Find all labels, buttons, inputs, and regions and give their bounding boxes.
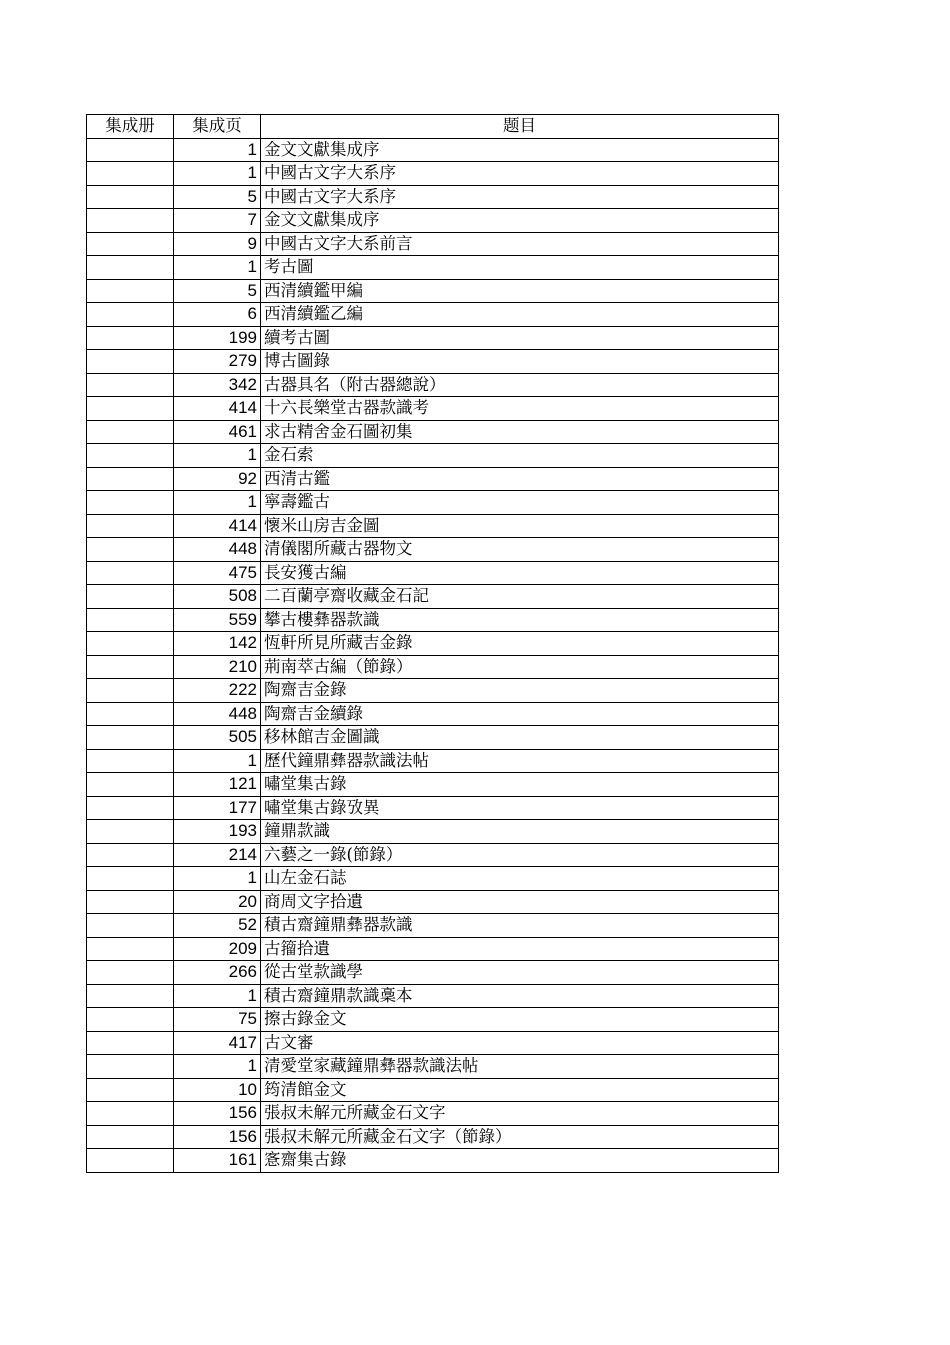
table-row xyxy=(87,773,779,797)
cell-title: 積古齋鐘鼎彝器款識 xyxy=(261,914,779,938)
cell-volume xyxy=(87,890,174,914)
cell-title: 金文文獻集成序 xyxy=(261,138,779,162)
cell-page: 161 xyxy=(174,1149,261,1173)
cell-title: 中國古文字大系序 xyxy=(261,185,779,209)
cell-page: 559 xyxy=(174,608,261,632)
cell-page: 1 xyxy=(174,256,261,280)
cell-volume xyxy=(87,773,174,797)
cell-volume xyxy=(87,1102,174,1126)
table-row xyxy=(87,350,779,374)
cell-page: 193 xyxy=(174,820,261,844)
cell-title: 張叔未解元所藏金石文字（節錄） xyxy=(261,1125,779,1149)
table-row xyxy=(87,373,779,397)
cell-page: 9 xyxy=(174,232,261,256)
table-row xyxy=(87,961,779,985)
table-row xyxy=(87,914,779,938)
cell-title: 擦古錄金文 xyxy=(261,1008,779,1032)
cell-volume xyxy=(87,608,174,632)
cell-title: 張叔未解元所藏金石文字 xyxy=(261,1102,779,1126)
cell-page: 209 xyxy=(174,937,261,961)
cell-page: 6 xyxy=(174,303,261,327)
table-row xyxy=(87,796,779,820)
cell-page: 1 xyxy=(174,491,261,515)
cell-title: 古器具名（附古器總說） xyxy=(261,373,779,397)
cell-title: 金文文獻集成序 xyxy=(261,209,779,233)
cell-title: 恆軒所見所藏吉金錄 xyxy=(261,632,779,656)
table-row xyxy=(87,1008,779,1032)
cell-page: 1 xyxy=(174,138,261,162)
table-row xyxy=(87,303,779,327)
cell-title: 懷米山房吉金圖 xyxy=(261,514,779,538)
cell-title: 清儀閣所藏古器物文 xyxy=(261,538,779,562)
cell-volume xyxy=(87,185,174,209)
table-row xyxy=(87,138,779,162)
table-row xyxy=(87,890,779,914)
cell-page: 177 xyxy=(174,796,261,820)
cell-volume xyxy=(87,585,174,609)
table-row xyxy=(87,209,779,233)
cell-volume xyxy=(87,726,174,750)
cell-page: 156 xyxy=(174,1102,261,1126)
cell-page: 7 xyxy=(174,209,261,233)
table-row xyxy=(87,1055,779,1079)
cell-volume xyxy=(87,209,174,233)
cell-title: 移林館吉金圖識 xyxy=(261,726,779,750)
cell-page: 448 xyxy=(174,702,261,726)
cell-volume xyxy=(87,867,174,891)
cell-title: 筠清館金文 xyxy=(261,1078,779,1102)
cell-page: 20 xyxy=(174,890,261,914)
cell-volume xyxy=(87,279,174,303)
cell-volume xyxy=(87,232,174,256)
cell-title: 中國古文字大系前言 xyxy=(261,232,779,256)
cell-volume xyxy=(87,373,174,397)
cell-title: 嘯堂集古錄攷異 xyxy=(261,796,779,820)
cell-volume xyxy=(87,491,174,515)
cell-title: 愙齋集古錄 xyxy=(261,1149,779,1173)
cell-title: 古文審 xyxy=(261,1031,779,1055)
cell-page: 279 xyxy=(174,350,261,374)
cell-page: 222 xyxy=(174,679,261,703)
cell-page: 199 xyxy=(174,326,261,350)
cell-page: 414 xyxy=(174,514,261,538)
cell-title: 西清續鑑甲編 xyxy=(261,279,779,303)
cell-title: 陶齋吉金續錄 xyxy=(261,702,779,726)
cell-volume xyxy=(87,397,174,421)
table-row xyxy=(87,444,779,468)
cell-volume xyxy=(87,961,174,985)
table-row xyxy=(87,561,779,585)
table-row xyxy=(87,326,779,350)
table-row xyxy=(87,1031,779,1055)
cell-title: 西清續鑑乙編 xyxy=(261,303,779,327)
cell-title: 荊南萃古編（節錄） xyxy=(261,655,779,679)
cell-page: 1 xyxy=(174,162,261,186)
cell-volume xyxy=(87,1078,174,1102)
cell-page: 5 xyxy=(174,185,261,209)
cell-title: 山左金石誌 xyxy=(261,867,779,891)
cell-volume xyxy=(87,796,174,820)
cell-title: 續考古圖 xyxy=(261,326,779,350)
cell-volume xyxy=(87,514,174,538)
cell-title: 陶齋吉金錄 xyxy=(261,679,779,703)
cell-page: 505 xyxy=(174,726,261,750)
header-row xyxy=(87,115,779,139)
cell-title: 求古精舍金石圖初集 xyxy=(261,420,779,444)
cell-title: 古籀拾遺 xyxy=(261,937,779,961)
table-row xyxy=(87,749,779,773)
cell-title: 寧壽鑑古 xyxy=(261,491,779,515)
cell-volume xyxy=(87,256,174,280)
table-row xyxy=(87,185,779,209)
table-row xyxy=(87,608,779,632)
cell-volume xyxy=(87,702,174,726)
cell-page: 121 xyxy=(174,773,261,797)
cell-title: 中國古文字大系序 xyxy=(261,162,779,186)
cell-title: 六藝之一錄(節錄） xyxy=(261,843,779,867)
cell-volume xyxy=(87,350,174,374)
cell-page: 508 xyxy=(174,585,261,609)
table-row xyxy=(87,655,779,679)
cell-volume xyxy=(87,444,174,468)
cell-title: 清愛堂家藏鐘鼎彝器款識法帖 xyxy=(261,1055,779,1079)
cell-title: 嘯堂集古錄 xyxy=(261,773,779,797)
cell-title: 長安獲古編 xyxy=(261,561,779,585)
cell-volume xyxy=(87,820,174,844)
cell-title: 考古圖 xyxy=(261,256,779,280)
cell-volume xyxy=(87,1008,174,1032)
cell-page: 156 xyxy=(174,1125,261,1149)
cell-title: 攀古樓彝器款識 xyxy=(261,608,779,632)
cell-volume xyxy=(87,420,174,444)
table-row xyxy=(87,538,779,562)
cell-volume xyxy=(87,1149,174,1173)
header-volume: 集成册 xyxy=(87,115,174,139)
table-row xyxy=(87,514,779,538)
cell-page: 5 xyxy=(174,279,261,303)
cell-page: 1 xyxy=(174,1055,261,1079)
cell-volume xyxy=(87,937,174,961)
cell-volume xyxy=(87,538,174,562)
cell-page: 417 xyxy=(174,1031,261,1055)
cell-page: 1 xyxy=(174,867,261,891)
cell-volume xyxy=(87,467,174,491)
cell-volume xyxy=(87,138,174,162)
cell-volume xyxy=(87,749,174,773)
table-row xyxy=(87,279,779,303)
table-body xyxy=(87,138,779,1172)
cell-title: 金石索 xyxy=(261,444,779,468)
cell-volume xyxy=(87,303,174,327)
cell-title: 西清古鑑 xyxy=(261,467,779,491)
cell-volume xyxy=(87,1055,174,1079)
cell-volume xyxy=(87,1031,174,1055)
cell-page: 414 xyxy=(174,397,261,421)
table-row xyxy=(87,1102,779,1126)
table-row xyxy=(87,1078,779,1102)
cell-page: 1 xyxy=(174,749,261,773)
cell-volume xyxy=(87,162,174,186)
table-row xyxy=(87,420,779,444)
cell-title: 商周文字拾遺 xyxy=(261,890,779,914)
table-row xyxy=(87,843,779,867)
index-table xyxy=(86,114,779,1173)
cell-page: 1 xyxy=(174,984,261,1008)
cell-volume xyxy=(87,326,174,350)
table-row xyxy=(87,937,779,961)
table-row xyxy=(87,1149,779,1173)
table-row xyxy=(87,162,779,186)
cell-volume xyxy=(87,561,174,585)
cell-title: 積古齋鐘鼎款識稾本 xyxy=(261,984,779,1008)
cell-page: 142 xyxy=(174,632,261,656)
cell-page: 448 xyxy=(174,538,261,562)
table-row xyxy=(87,1125,779,1149)
table-row xyxy=(87,232,779,256)
cell-page: 52 xyxy=(174,914,261,938)
table-row xyxy=(87,867,779,891)
cell-volume xyxy=(87,1125,174,1149)
cell-page: 10 xyxy=(174,1078,261,1102)
cell-page: 342 xyxy=(174,373,261,397)
cell-page: 475 xyxy=(174,561,261,585)
table-row xyxy=(87,702,779,726)
header-title: 题目 xyxy=(261,115,779,139)
cell-page: 214 xyxy=(174,843,261,867)
table-row xyxy=(87,984,779,1008)
cell-title: 二百蘭亭齋收藏金石記 xyxy=(261,585,779,609)
cell-page: 210 xyxy=(174,655,261,679)
header-page: 集成页 xyxy=(174,115,261,139)
cell-volume xyxy=(87,632,174,656)
cell-volume xyxy=(87,679,174,703)
table-row xyxy=(87,585,779,609)
cell-volume xyxy=(87,655,174,679)
table-row xyxy=(87,467,779,491)
cell-title: 從古堂款識學 xyxy=(261,961,779,985)
table-row xyxy=(87,632,779,656)
table-row xyxy=(87,397,779,421)
cell-volume xyxy=(87,984,174,1008)
table-row xyxy=(87,726,779,750)
cell-title: 鐘鼎款識 xyxy=(261,820,779,844)
table-row xyxy=(87,491,779,515)
table-row xyxy=(87,679,779,703)
table-row xyxy=(87,256,779,280)
cell-page: 266 xyxy=(174,961,261,985)
table-row xyxy=(87,820,779,844)
cell-page: 461 xyxy=(174,420,261,444)
cell-title: 十六長樂堂古器款識考 xyxy=(261,397,779,421)
cell-page: 75 xyxy=(174,1008,261,1032)
cell-volume xyxy=(87,914,174,938)
cell-volume xyxy=(87,843,174,867)
cell-title: 歷代鐘鼎彝器款識法帖 xyxy=(261,749,779,773)
cell-title: 博古圖錄 xyxy=(261,350,779,374)
cell-page: 1 xyxy=(174,444,261,468)
cell-page: 92 xyxy=(174,467,261,491)
